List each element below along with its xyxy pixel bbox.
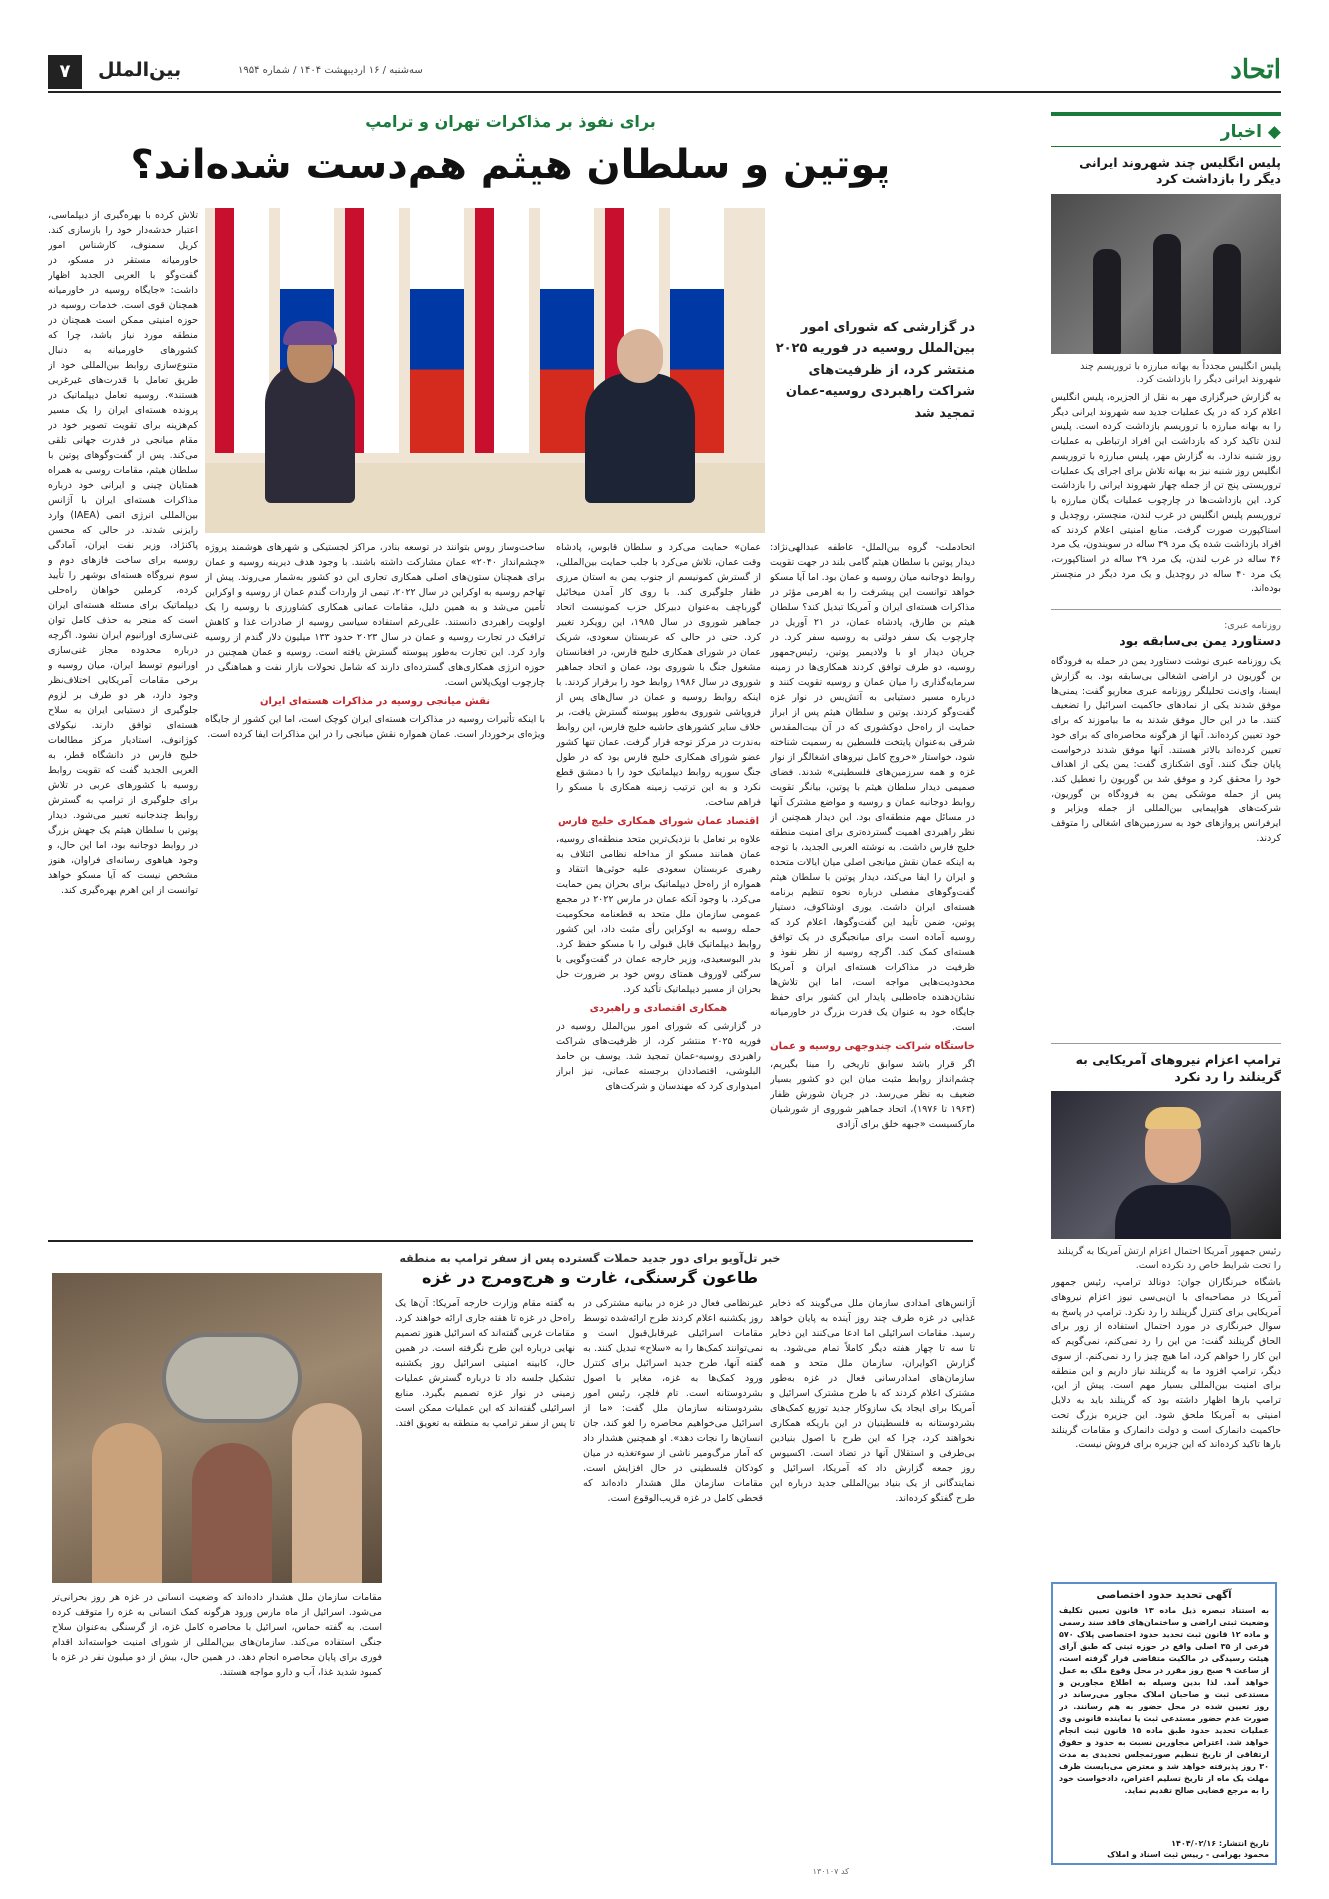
article-headline: پوتین و سلطان هیثم هم‌دست شده‌اند؟ <box>130 142 891 188</box>
newspaper-logo: اتحاد <box>1230 55 1281 85</box>
officer-figure <box>1213 244 1241 354</box>
story3-body: باشگاه خبرنگاران جوان: دونالد ترامپ، رئیس جمهور آمریکا در مصاحبه‌ای با ان‌بی‌سی نیوز اعزام نیروهای آمریکایی برای کنترل گرینلند را رد نکرد. ترامپ در پاسخ به سوال خبرنگاری در مورد احتمال استفاده از زور برای الحاق گرینلند گفت: من این را رد نمی‌کنم، نمی‌گویم که این کار را خواهم کرد، اما هیچ چیز را رد نمی‌کنم. از سوی دیگر، ترامپ افزود ما به گرینلند نیاز داریم و این منطقه برای امنیت بین‌المللی بسیار مهم است. پیش از این، ترامپ بارها اظهار داشته بود که گرینلند باید به دلایل امنیتی به آمریکا ملحق شود. این جزیره بزرگ تحت حاکمیت دانمارک است و دولت دانمارک و مقامات گرینلند بارها تاکید کرده‌اند که این جزیره برای فروش نیست. <box>1051 1277 1281 1451</box>
article-column <box>205 540 545 1230</box>
putin-figure <box>585 373 695 503</box>
flag-oman <box>215 208 269 453</box>
divider <box>1051 609 1281 610</box>
column-text: اتحادملت- گروه بین‌الملل- عاطفه عبدالهی‌نژاد: دیدار پوتین با سلطان هیثم گامی بلند در جهت تقویت روابط دوجانبه میان روسیه و عمان بود. اما آیا مسکو خواهد توانست این پیشرفت را به اهرمی مؤثر در مذاکرات هسته‌ای ایران و آمریکا تبدیل کند؟ سلطان هیثم بن طارق، پادشاه عمان، در ۲۱ آوریل در چارچوب یک سفر دولتی به روسیه سفر کرد. در جریان دیدار او با ولادیمیر پوتین، رئیس‌جمهور روسیه، دو طرف توافق کردند همکاری‌ها در زمینه سرمایه‌گذاری را میان عمان و روسیه تقویت کنند و درباره مسیر دستیابی به آتش‌بس در نوار غزه گفت‌وگو کردند. پوتین و سلطان هیثم پس از ابراز حمایت از راه‌حل دوکشوری که در آن بیت‌المقدس شرقی به‌عنوان پایتخت فلسطین به رسمیت شناخته شود، خواستار «خروج کامل نیروهای اشغالگر از نوار غزه و همه سرزمین‌های فلسطینی» شدند. فضای صمیمی دیدار سلطان هیثم با پوتین، بیانگر تقویت روابط دوجانبه عمان و روسیه و مواضع مشترک آنها در مسائل مهم منطقه‌ای بود. این دیدار همچنین از نظر راهبردی اهمیت گسترده‌تری برای امنیت منطقه خلیج فارس داشت. به نوشته العربی الجدید، با توجه به اینکه عمان نقش میانجی اصلی میان ایالات متحده و ایران را ایفا می‌کند، دیدار پوتین با سلطان هیثم گفت‌وگوهای مفصلی درباره نحوه تنظیم برنامه هسته‌ای ایران داشت. یوری اوشاکوف، دستیار پوتین، ضمن تأیید این گفت‌وگوها، اعلام کرد که روسیه آماده است برای میانجیگری در یک توافق هسته‌ای کمک کند. اگرچه روسیه از نظر نفوذ و ظرفیت در مذاکرات هسته‌ای ایران و آمریکا محدودیت‌هایی مواجه است، اما این تلاش‌ها نشان‌دهنده جاه‌طلبی پایدار این کشور برای حفظ جایگاه خود به عنوان یک قدرت بزرگ در خاورمیانه است. <box>770 542 975 1033</box>
bottom-column <box>395 1296 575 1861</box>
column-text: تلاش کرده با بهره‌گیری از دیپلماسی، اعتبار خدشه‌دار خود را بازسازی کند. کریل سمنوف، کارشناس امور خاورمیانه مستقر در مسکو، در گفت‌وگو با العربی الجدید اظهار داشت: «جایگاه روسیه در خاورمیانه همچنان قوی است. خدمات روسیه در حوزه امنیتی ممکن است همچنان در منطقه مورد نیاز باشد، چرا که کشورهای خاورمیانه به دنبال متنوع‌سازی روابط بین‌المللی خود از طریق تعامل با قدرت‌های غیرغربی هستند». روسیه تعامل دیپلماتیک در پرونده هسته‌ای ایران را یک مسیر کم‌هزینه برای تقویت تصویر خود در مقام میانجی در قدرت جهانی تلقی می‌کند. پس از گفت‌وگوهای پوتین با سلطان هیثم، مقامات روسی به همراه همتایان چینی و ایرانی خود درباره مذاکرات هسته‌ای ایران با آژانس بین‌المللی انرژی اتمی (IAEA) وارد رایزنی شدند. در حالی که محسن پاکنژاد، وزیر نفت ایران، آمادگی روسیه برای ساخت فازهای دوم و سوم نیروگاه هسته‌ای بوشهر را تأیید کرده، کرملین خواهان راه‌حلی دیپلماتیک برای مسئله هسته‌ای ایران است که منجر به حذف کامل توان غنی‌سازی اورانیوم ایران نشود. اگرچه درباره محدوده مجاز غنی‌سازی اورانیوم توسط ایران، میان روسیه و برخی مقامات آمریکایی اختلاف‌نظر وجود دارد، هر دو طرف بر لزوم جلوگیری از دستیابی ایران به سلاح هسته‌ای توافق دارند. نیکولای کوژانوف، استادیار مرکز مطالعات خلیج فارس در دانشگاه قطر، به العربی الجدید گفت که تقویت روابط روسیه با کشورهای عربی در تلاش برای جلوگیری از ترامپ به گسترش روابط چندجانبه تعبیر می‌شود. دیدار پوتین با سلطان هیثم یک جهش بزرگ در روابط دوجانبه بود، اما این حال، و وجود هیاهوی رسانه‌ای فراوان، هنوز مشخص نیست که آیا مسکو خواهد توانست از این اهرم بهره‌گیری کند. <box>48 210 198 896</box>
section-name: بین‌الملل <box>98 59 182 81</box>
bottom-column <box>52 1590 382 1861</box>
column-text: با اینکه تأثیرات روسیه در مذاکرات هسته‌ای ایران کوچک است، اما این کشور از جایگاه ویژه‌ای برخوردار است. عمان همواره نقش میانجی را در این مذاکرات ایفا کرده است. <box>205 713 545 740</box>
article-column <box>556 540 761 1230</box>
article-lead: در گزارشی که شورای امور بین‌الملل روسیه در فوریه ۲۰۲۵ منتشر کرد، از ظرفیت‌های شراکت راهبردی روسیه-عمان تمجید شد <box>775 320 975 421</box>
column-text: به گفته مقام وزارت خارجه آمریکا: آن‌ها یک راه‌حل در غزه تا هفته جاری ارائه خواهند کرد. مقامات غربی گفته‌اند که اسرائیل هنوز تصمیم نهایی درباره این طرح نگرفته است. در همین حال، کابینه امنیتی اسرائیل روز یکشنبه تشکیل جلسه داد تا درباره گسترش عملیات زمینی در نوار غزه تصمیم بگیرد. منابع اسرائیلی گفته‌اند که این عملیات ممکن است تا پس از سفر ترامپ به منطقه به تعویق افتد. <box>395 1298 575 1429</box>
child-figure <box>292 1403 362 1583</box>
pot-shape <box>162 1333 302 1423</box>
officer-figure <box>1153 234 1181 354</box>
column-text: ساخت‌وساز روس بتوانند در توسعه بنادر، مراکز لجستیکی و شهرهای هوشمند پروژه «چشم‌انداز ۲۰۴۰» عمان مشارکت داشته باشند. با وجود هدف دیرینه روسیه و عمان برای همچنان ستون‌های اصلی همکاری تجاری این دو کشور به‌شمار می‌روند. پیش از تهاجم روسیه به اوکراین در سال ۲۰۲۲، تیمی از واردات گندم عمان از روسیه و اوکراین تأمین می‌شد و به همین دلیل، مقامات عمانی همکاری کشاورزی با روسیه را یک اولویت راهبردی دانستند. علی‌رغم استفاده سیاسی روسیه از صادرات غذا و کاهش ترافیک در تجارت روسیه و عمان در سال ۲۰۲۳ حدود ۱۳۳ میلیون دلار گندم از روسیه وارد کرد. این تجارت به‌طور پیوسته گسترش یافته است. روسیه و عمان همچنین در حوزه انرژی همکاری‌های گسترده‌ای دارند که شامل تحولات بازار نفت و هماهنگی در چارچوب اوپک‌پلاس است. <box>205 542 545 688</box>
gaza-photo <box>52 1273 382 1583</box>
officer-figure <box>1093 249 1121 354</box>
article-column <box>770 540 975 1230</box>
article-column <box>48 208 198 1230</box>
notice-text: به استناد تبصره ذیل ماده ۱۳ قانون تعیین تکلیف وضعیت ثبتی اراضی و ساختمان‌های فاقد سند رسمی و ماده ۱۲ قانون ثبت تحدید حدود اختصاصی پلاک ۵۷۰ فرعی از ۳۵ اصلی واقع در حوزه ثبتی که طبق آرای هیئت رسیدگی در مالکیت متقاضی قرار گرفته است، از ساعت ۹ صبح روز مقرر در محل وقوع ملک به عمل خواهد آمد. لذا بدین وسیله به اطلاع مجاورین و مستدعی ثبت و صاحبان املاک مجاور می‌رساند در روز تعیین شده در محل حضور به هم رسانند. در صورت عدم حضور مستدعی ثبت یا نماینده قانونی وی عملیات تحدید حدود طبق ماده ۱۵ قانون ثبت انجام خواهد شد. اعتراض مجاورین نسبت به حدود و حقوق ارتفاقی از تاریخ تنظیم صورتمجلس تحدیدی به مدت ۳۰ روز پذیرفته خواهد شد و معترض می‌بایست ظرف مهلت یک ماه از تاریخ تسلیم اعتراض، دادخواست خود را به مرجع قضایی صالح تقدیم نماید. <box>1059 1606 1269 1795</box>
putin-sultan-photo <box>205 208 765 533</box>
page-number: ۷ <box>48 55 82 89</box>
story1-body: به گزارش خبرگزاری مهر به نقل از الجزیره، پلیس انگلیس اعلام کرد که در یک عملیات جدید سه شهروند ایرانی دیگر را به بهانه مبارزه با تروریسم بازداشت کرده است. پلیس لندن تاکید کرد که بازداشت این افراد ارتباطی به عملیات روز شنبه ندارد. به گزارش مهر، پلیس مبارزه با تروریسم انگلیس روز شنبه نیز به بهانه تلاش برای اجرای یک عملیات تروریستی پنج تن از جمله چهار شهروند ایرانی را بازداشت کرد. این بازداشت‌ها در چارچوب عملیات یگان مبارزه با تروریسم پلیس انگلیس در غرب لندن، منچستر، روچدیل و استاکپورت صورت گرفت. منابع امنیتی اعلام کردند که افراد بازداشت شده یک مرد ۳۹ ساله در سویندون، یک مرد ۴۶ ساله در غرب لندن، یک مرد ۲۹ ساله در استاکپورت، یک مرد ۴۰ ساله در روچدیل و یک مرد دیگر در منچستر بوده‌اند. <box>1051 392 1281 595</box>
column-text: غیرنظامی فعال در غزه در بیانیه مشترکی در روز یکشنبه اعلام کردند طرح ارائه‌شده توسط مقامات اسرائیلی غیرقابل‌قبول است و نمی‌توانند کمک‌ها را به «سلاح» تبدیل کنند. به گفته آنها، طرح جدید اسرائیل برای کنترل ورود کمک‌ها به غزه، مغایر با اصول بشردوستانه است. تام فلچر، رئیس امور بشردوستانه سازمان ملل گفت: «ما از اسرائیل می‌خواهیم محاصره را لغو کند، جان انسان‌ها را نجات دهد». او همچنین هشدار داد که آمار مرگ‌ومیر ناشی از سوءتغذیه در میان کودکان فلسطینی در حال افزایش است. مقامات سازمان ملل هشدار داده‌اند که قحطی کامل در غزه قریب‌الوقوع است. <box>583 1298 763 1504</box>
page-header <box>48 55 1281 93</box>
divider <box>1051 1043 1281 1044</box>
sultan-figure <box>265 363 355 503</box>
column-text: در گزارشی که شورای امور بین‌الملل روسیه در فوریه ۲۰۲۵ منتشر کرد، از ظرفیت‌های شراکت راهبردی روسیه-عمان تمجید شد. یوسف بن حامد البلوشی، اقتصاددان برجسته عمانی، نیز ابراز امیدواری کرد که مهندسان و شرکت‌های <box>556 1020 761 1092</box>
notice-title: آگهی تحدید حدود اختصاصی <box>1096 1590 1232 1601</box>
issue-info: سه‌شنبه / ۱۶ اردیبهشت ۱۴۰۴ / شماره ۱۹۵۴ <box>238 65 423 76</box>
column-subhead: خاستگاه شراکت چندوجهی روسیه و عمان <box>770 1041 975 1052</box>
bottom-headline: طاعون گرسنگی، غارت و هرج‌ومرج در غزه <box>421 1268 759 1287</box>
legal-notice <box>1051 1582 1277 1865</box>
story3-headline: ترامپ اعزام نیروهای آمریکایی به گرینلند را رد نکرد <box>1075 1052 1281 1084</box>
column-text: عمان» حمایت می‌کرد و سلطان قابوس، پادشاه وقت عمان، تلاش می‌کرد با جلب حمایت بین‌المللی، از گسترش کمونیسم از جنوب یمن به استان مرزی ظفار جلوگیری کند. با روی کار آمدن میخائیل گورباچف به‌عنوان دبیرکل حزب کمونیست اتحاد جماهیر شوروی در سال ۱۹۸۵، این رویکرد تغییر کرد. حتی در حالی که عربستان سعودی، شریک عمان در شورای همکاری خلیج فارس، در افغانستان مشغول جنگ با شوروی بود، عمان و اتحاد جماهیر شوروی در سال ۱۹۸۶ روابط خود را برقرار کردند. با اینکه روابط روسیه و عمان در سال‌های پس از فروپاشی شوروی به‌طور پیوسته گسترش یافت، بر خلاف سایر کشورهای حاشیه خلیج فارس، این روابط به‌ندرت در مرکز توجه قرار گرفت. عمان تنها کشور عضو شورای همکاری خلیج فارس بود که در طول جنگ سوریه روابط دیپلماتیک خود را با دمشق قطع نکرد و به این ترتیب زمینه همکاری با مسکو را فراهم ساخت. <box>556 542 761 808</box>
bottom-column <box>770 1296 975 1861</box>
story1-headline: پلیس انگلیس چند شهروند ایرانی دیگر را بازداشت کرد <box>1079 155 1281 187</box>
column-subhead: اقتصاد عمان شورای همکاری خلیج فارس <box>557 816 760 827</box>
trump-photo <box>1051 1091 1281 1239</box>
story2-headline: دستاورد یمن بی‌سابقه بود <box>1119 633 1281 649</box>
story3-caption: رئیس جمهور آمریکا احتمال اعزام ارتش آمریکا به گرینلند را تحت شرایط خاص رد نکرده است. <box>1057 1245 1281 1271</box>
article-supertitle: برای نفوذ بر مذاکرات تهران و ترامپ <box>365 112 656 131</box>
sidebar-title <box>1051 116 1281 147</box>
notice-signature: محمود بهرامی - رییس ثبت اسناد و املاک <box>1107 1850 1269 1859</box>
portrait-suit <box>1115 1185 1231 1239</box>
story2-body: یک روزنامه عبری نوشت دستاورد یمن در حمله به فرودگاه بن گوریون در اراضی اشغالی بی‌سابقه بود. به گزارش ایسنا، وای‌نت تحلیلگر روزنامه عبری معاریو گفت: یمنی‌ها موفق شدند یکی از نمادهای حاکمیت اسرائیل را تضعیف کنند. ما در این حال موفق شدند به ما بیاموزند که برای خود تعیین کرده‌اند. آنها از هرگونه محاصره‌ای که برای خود تعیین کرده‌اند بالاتر هستند. آنها موفق شدند درخواست پایان جنگ کنند. آوی اشکنازی گفت: یمن یکی از اهداف خود را محقق کرد و موفق شد بن گوریون را تعطیل کند. پس از حمله موشکی یمن به فرودگاه بن گوریون، شرکت‌های هواپیمایی بین‌المللی از جمله ویزایر و ایرفرانس پروازهای خود به سرزمین‌های اشغالی را متوقف کردند. <box>1051 656 1281 844</box>
child-figure <box>92 1423 162 1583</box>
story1-caption: پلیس انگلیس مجدداً به بهانه مبارزه با تروریسم چند شهروند ایرانی دیگر را بازداشت کرد. <box>1080 360 1281 386</box>
police-photo <box>1051 194 1281 354</box>
turban <box>283 321 337 345</box>
child-figure <box>192 1443 272 1583</box>
column-text: علاوه بر تعامل با نزدیک‌ترین متحد منطقه‌ای روسیه، عمان همانند مسکو از مداخله نظامی ائتلاف به رهبری عربستان سعودی علیه حوثی‌ها انتقاد و همواره از راه‌حل دیپلماتیک برای بحران یمن حمایت می‌کرد. با وجود آنکه عمان در مارس ۲۰۲۲ در مجمع عمومی سازمان ملل متحد به قطعنامه محکومیت حمله روسیه به اوکراین رأی مثبت داد، این کشور روابط دیپلماتیک قابل قبولی را با مسکو حفظ کرد. بدر البوسعیدی، وزیر خارجه عمان در گفت‌وگویی با سرگئی لاوروف همتای روس خود بر ضرورت حل بحران از مسیر دیپلماتیک تأکید کرد. <box>556 833 761 995</box>
notice-date: تاریخ انتشار: ۱۴۰۴/۰۲/۱۶ <box>1171 1839 1269 1848</box>
putin-head <box>617 329 663 383</box>
column-subhead: همکاری اقتصادی و راهبردی <box>589 1002 728 1014</box>
column-text: آژانس‌های امدادی سازمان ملل می‌گویند که ذخایر غذایی در غزه طرف چند روز آینده به پایان خواهد رسید. مقامات اسرائیلی اما ادعا می‌کنند این ذخایر تا سه تا چهار هفته دیگر کاملاً تمام می‌شود. به گزارش اکوایران، سازمان ملل متحد و همه سازمان‌های امدادرسانی فعال در غزه به‌طور مشترک اعلام کردند که با طرح مشترک اسرائیل و آمریکا برای ایجاد یک سازوکار جدید توزیع کمک‌های بشردوستانه به فلسطینیان در این باریکه همکاری نخواهند کرد، چرا که این طرح با اصول بنیادین بی‌طرفی و استقلال آنها در تضاد است. اکسیوس روز جمعه گزارش داد که آمریکا، اسرائیل و نمایندگانی از یک بنیاد بین‌المللی جدید درباره این طرح گفتگو کرده‌اند. <box>770 1298 975 1504</box>
bottom-kicker: خبر تل‌آویو برای دور جدید حملات گسترده پس از سفر ترامپ به منطقه <box>399 1252 781 1265</box>
bottom-column <box>583 1296 763 1861</box>
sidebar-title-text: اخبار <box>1220 122 1262 142</box>
footer-code: کد ۱۳۰۱۰۷ <box>812 1867 849 1876</box>
column-subhead: نقش میانجی روسیه در مذاکرات هسته‌ای ایران <box>259 696 491 707</box>
column-text: مقامات سازمان ملل هشدار داده‌اند که وضعیت انسانی در غزه هر روز بحرانی‌تر می‌شود. اسرائیل از ماه مارس ورود هرگونه کمک انسانی به غزه را متوقف کرده است. به گفته حماس، اسرائیل با محاصره کامل غزه، از گرسنگی به‌عنوان سلاح جنگی استفاده می‌کند. سازمان‌های بین‌المللی از شورای امنیت خواسته‌اند اقدام فوری برای پایان محاصره انجام دهد. در همین حال، بیش از دو میلیون نفر در غزه با کمبود شدید غذا، آب و دارو مواجه هستند. <box>52 1592 382 1678</box>
flag-oman <box>475 208 529 453</box>
section-divider <box>48 1240 973 1242</box>
story2-kicker: روزنامه عبری: <box>1224 620 1281 632</box>
diamond-icon: ◆ <box>1267 122 1281 142</box>
portrait-hair <box>1145 1107 1201 1129</box>
column-text: اگر قرار باشد سوابق تاریخی را مبنا بگیریم، چشم‌انداز روابط مثبت میان این دو کشور بسیار ضعیف به نظر می‌رسد. در جریان شورش ظفار (۱۹۶۳ تا ۱۹۷۶)، اتحاد جماهیر شوروی از شورشیان مارکسیست «جبهه خلق برای آزادی <box>770 1058 975 1130</box>
flag-russia <box>410 208 464 453</box>
